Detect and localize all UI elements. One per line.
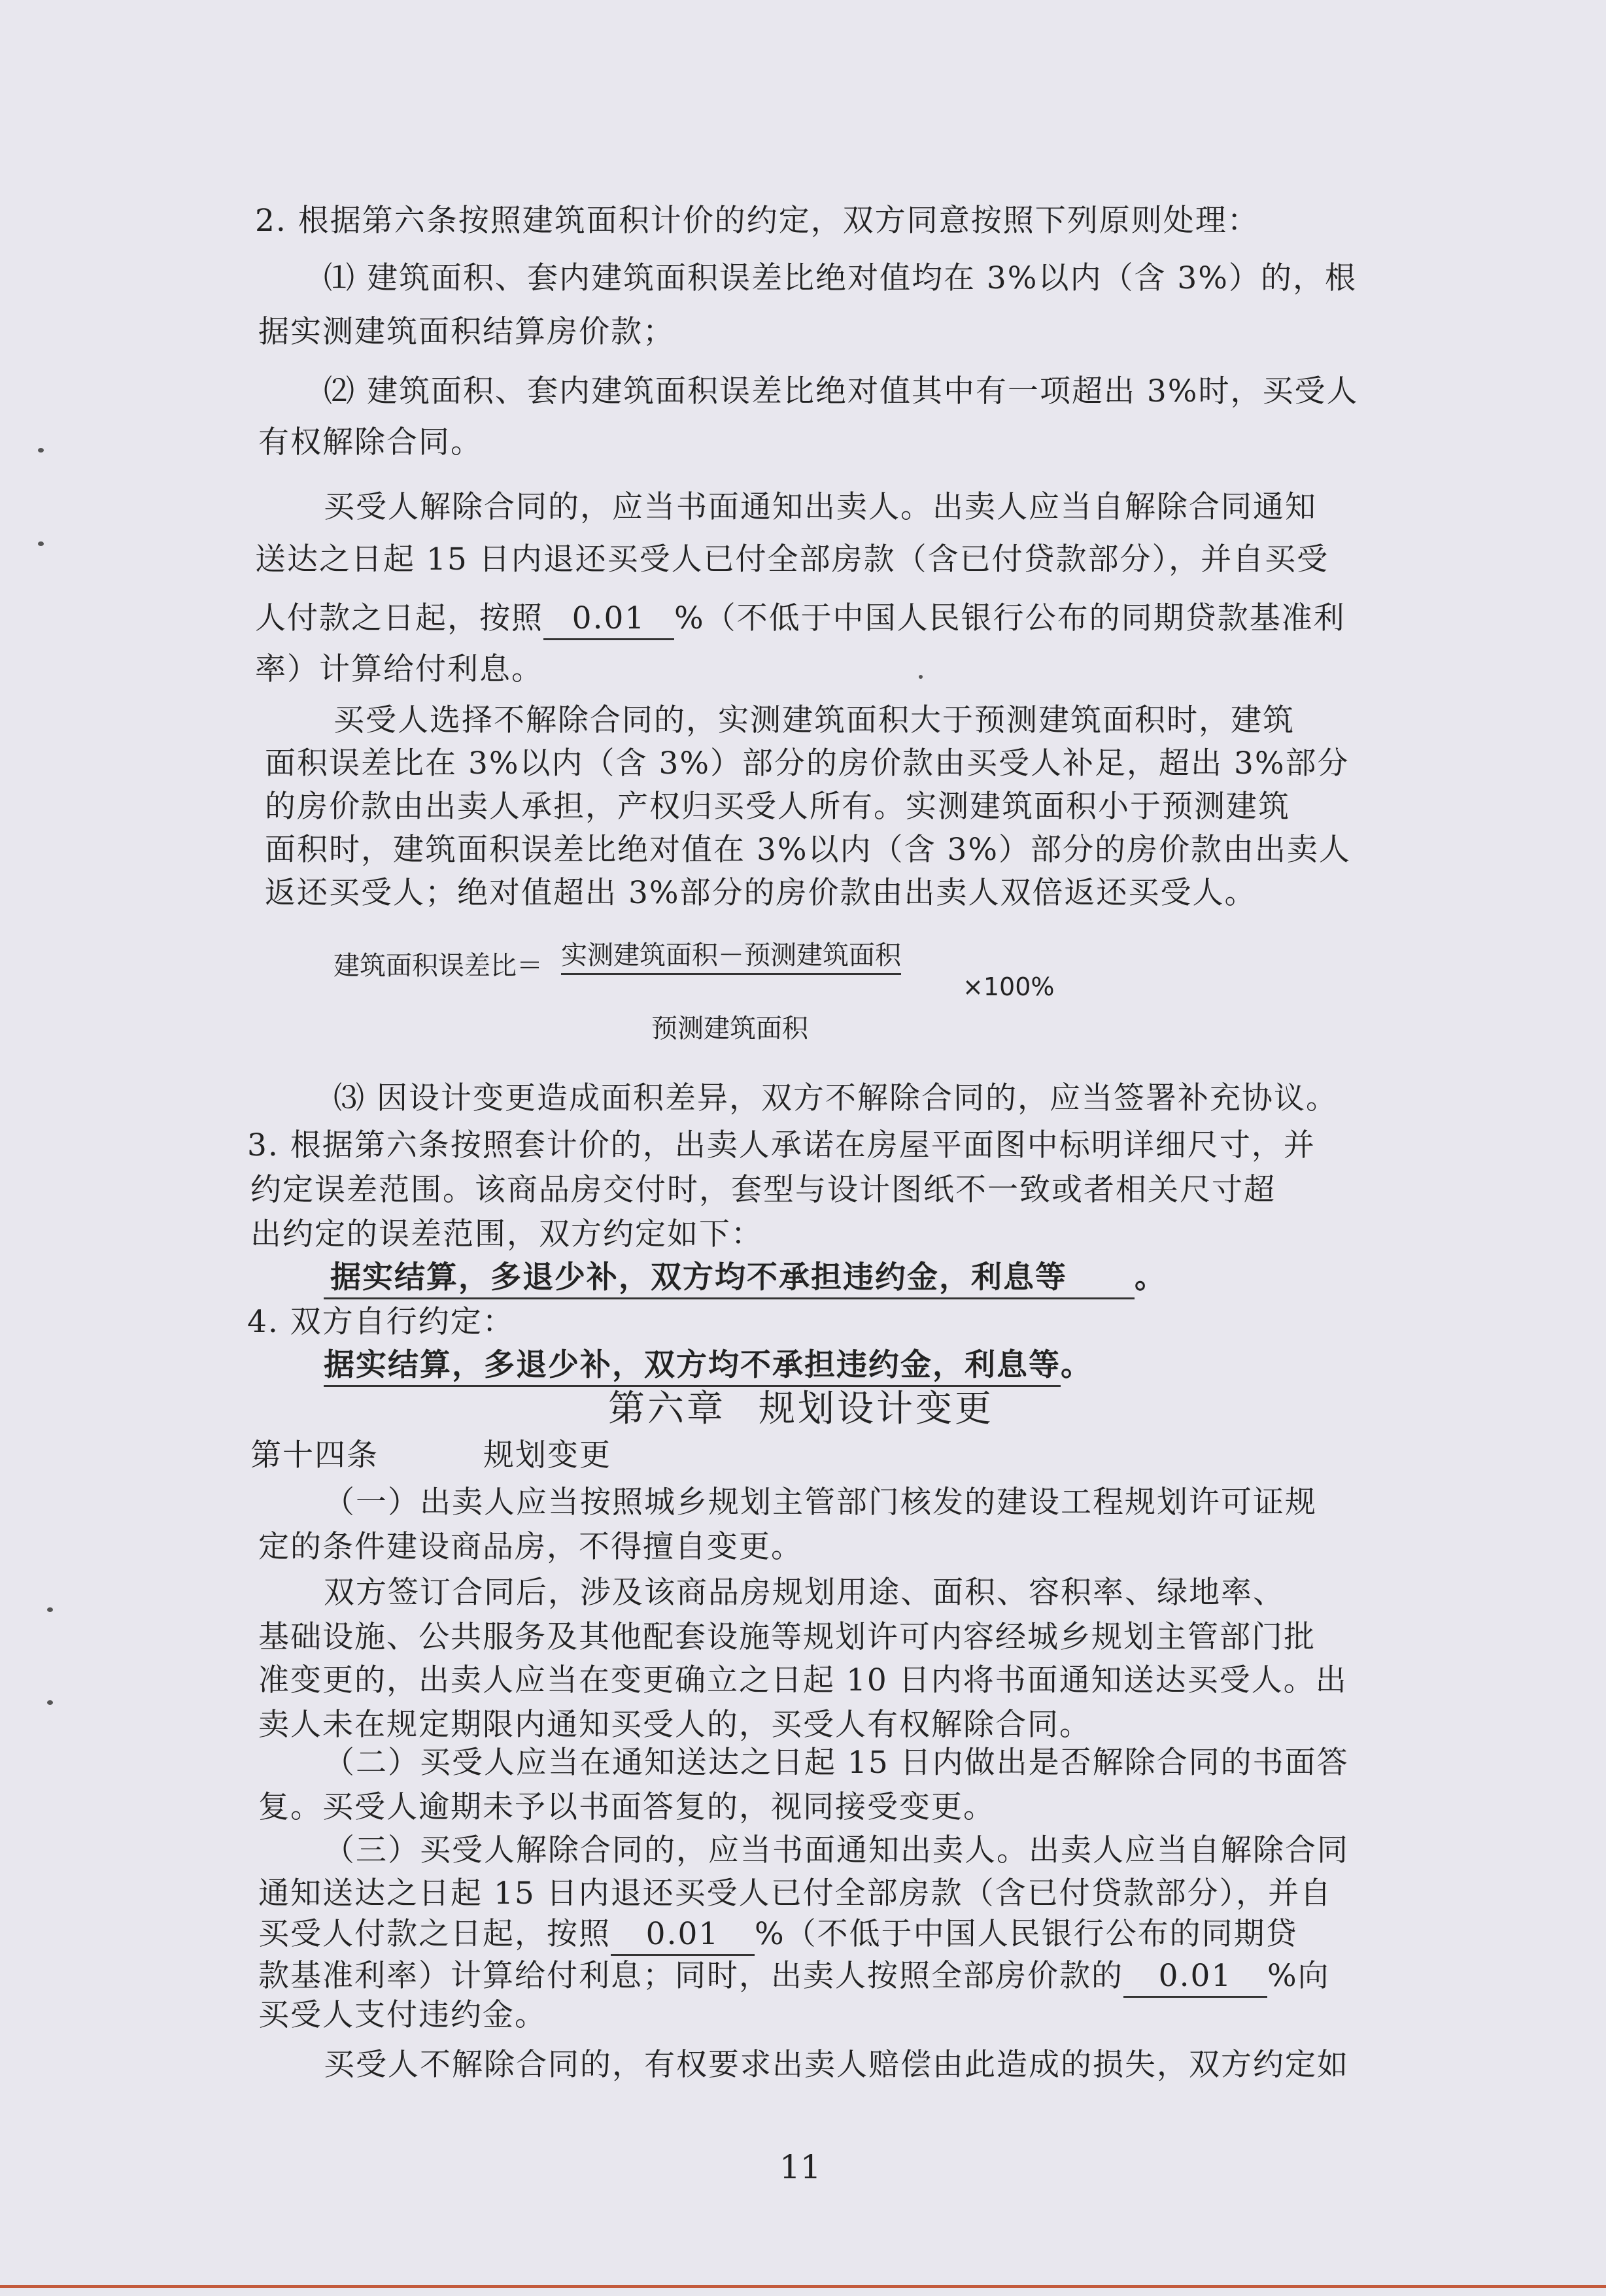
- chapter-number: 第六章: [608, 1388, 726, 1430]
- line-text: 款基准利率）计算给付利息；同时，出卖人按照全部房价款的: [258, 1958, 1123, 1994]
- error-ratio-formula-numerator: 实测建筑面积－预测建筑面积: [561, 939, 901, 975]
- paragraph-line: [255, 599, 1346, 640]
- paragraph-line: [324, 1258, 1167, 1299]
- binding-mark: [38, 448, 44, 453]
- paragraph-line: 准变更的，出卖人应当在变更确立之日起 10 日内将书面通知送达买受人。出: [258, 1662, 1348, 1698]
- error-ratio-formula-denominator: 预测建筑面积: [651, 1014, 808, 1044]
- paragraph-line: （三）买受人解除合同的，应当书面通知出卖人。出卖人应当自解除合同: [324, 1832, 1349, 1868]
- interest-rate-field: 0.01: [611, 1915, 755, 1956]
- paragraph-line: [258, 1957, 1330, 1998]
- paragraph-line: 面积时，建筑面积误差比绝对值在 3%以内（含 3%）部分的房价款由出卖人: [265, 832, 1352, 868]
- error-ratio-formula-multiplier: ×100%: [963, 972, 1055, 1001]
- paragraph-line: 率）计算给付利息。: [255, 651, 543, 687]
- paragraph-line: 基础设施、公共服务及其他配套设施等规划许可内容经城乡规划主管部门批: [258, 1619, 1316, 1655]
- paragraph-line: （一）出卖人应当按照城乡规划主管部门核发的建设工程规划许可证规: [324, 1484, 1317, 1520]
- paragraph-line: 双方签订合同后，涉及该商品房规划用途、面积、容积率、绿地率、: [324, 1575, 1285, 1611]
- line-text: 。: [1061, 1347, 1093, 1383]
- article-heading: [250, 1436, 611, 1475]
- paragraph-line: ⑶ 因设计变更造成面积差异，双方不解除合同的，应当签署补充协议。: [333, 1080, 1338, 1116]
- chapter-heading: [608, 1386, 994, 1432]
- binding-mark: [47, 1607, 53, 1612]
- line-text: %（不低于中国人民银行公布的同期贷款基准利: [674, 600, 1346, 636]
- page-number: 11: [779, 2148, 821, 2186]
- interest-rate-field: 0.01: [543, 599, 674, 640]
- paragraph-line: 返还买受人；绝对值超出 3%部分的房价款由出卖人双倍返还买受人。: [265, 875, 1257, 911]
- binding-mark: [38, 541, 44, 546]
- paragraph-line: （二）买受人应当在通知送达之日起 15 日内做出是否解除合同的书面答: [324, 1745, 1349, 1781]
- paragraph-line: 据实测建筑面积结算房价款；: [258, 314, 675, 350]
- paragraph-line: 送达之日起 15 日内退还买受人已付全部房款（含已付贷款部分），并自买受: [255, 541, 1329, 577]
- paragraph-line: 买受人解除合同的，应当书面通知出卖人。出卖人应当自解除合同通知: [324, 489, 1317, 525]
- paragraph-line: ⑴ 建筑面积、套内建筑面积误差比绝对值均在 3%以内（含 3%）的，根: [324, 260, 1357, 296]
- paragraph-line: 出约定的误差范围，双方约定如下：: [250, 1216, 763, 1252]
- agreed-terms-field: 据实结算，多退少补，双方均不承担违约金，利息等: [324, 1258, 1135, 1299]
- line-text: %（不低于中国人民银行公布的同期贷: [755, 1916, 1298, 1952]
- paragraph-line: 买受人支付违约金。: [258, 1997, 547, 2033]
- penalty-rate-field: 0.01: [1123, 1957, 1267, 1998]
- paragraph-line: 3. 根据第六条按照套计价的，出卖人承诺在房屋平面图中标明详细尺寸，并: [247, 1127, 1316, 1163]
- line-text: 买受人付款之日起，按照: [258, 1916, 611, 1952]
- page-edge-line: [0, 2285, 1606, 2288]
- article-number: 第十四条: [250, 1437, 379, 1473]
- paragraph-line: 定的条件建设商品房，不得擅自变更。: [258, 1529, 803, 1565]
- error-ratio-formula-lhs: 建筑面积误差比＝: [333, 951, 543, 981]
- paragraph-line: [324, 1346, 1093, 1387]
- paragraph-line: 有权解除合同。: [258, 424, 483, 460]
- paragraph-line: [258, 1915, 1298, 1956]
- paragraph-line: 卖人未在规定期限内通知买受人的，买受人有权解除合同。: [258, 1707, 1091, 1743]
- self-agreed-terms-field: 据实结算，多退少补，双方均不承担违约金，利息等: [324, 1346, 1061, 1387]
- article-title: 规划变更: [483, 1437, 611, 1473]
- paragraph-line: 面积误差比在 3%以内（含 3%）部分的房价款由买受人补足，超出 3%部分: [265, 745, 1350, 781]
- paragraph-line: 通知送达之日起 15 日内退还买受人已付全部房款（含已付贷款部分），并自: [258, 1876, 1333, 1911]
- paragraph-line: 买受人不解除合同的，有权要求出卖人赔偿由此造成的损失，双方约定如: [324, 2047, 1349, 2083]
- paragraph-line: 的房价款由出卖人承担，产权归买受人所有。实测建筑面积小于预测建筑: [265, 789, 1290, 825]
- paragraph-line: ⑵ 建筑面积、套内建筑面积误差比绝对值其中有一项超出 3%时，买受人: [324, 373, 1359, 409]
- paragraph-line: 复。买受人逾期未予以书面答复的，视同接受变更。: [258, 1789, 995, 1825]
- paragraph-line: 4. 双方自行约定：: [247, 1304, 515, 1340]
- binding-mark: [47, 1700, 53, 1705]
- paragraph-line: 约定误差范围。该商品房交付时，套型与设计图纸不一致或者相关尺寸超: [250, 1172, 1276, 1208]
- paragraph-line: 2. 根据第六条按照建筑面积计价的约定，双方同意按照下列原则处理：: [255, 203, 1259, 239]
- paragraph-line: 买受人选择不解除合同的，实测建筑面积大于预测建筑面积时，建筑: [333, 702, 1295, 738]
- line-text: 。: [1135, 1259, 1167, 1295]
- chapter-title: 规划设计变更: [759, 1388, 994, 1430]
- scan-speck: [919, 675, 923, 679]
- line-text: %向: [1267, 1958, 1330, 1994]
- line-text: 人付款之日起，按照: [255, 600, 543, 636]
